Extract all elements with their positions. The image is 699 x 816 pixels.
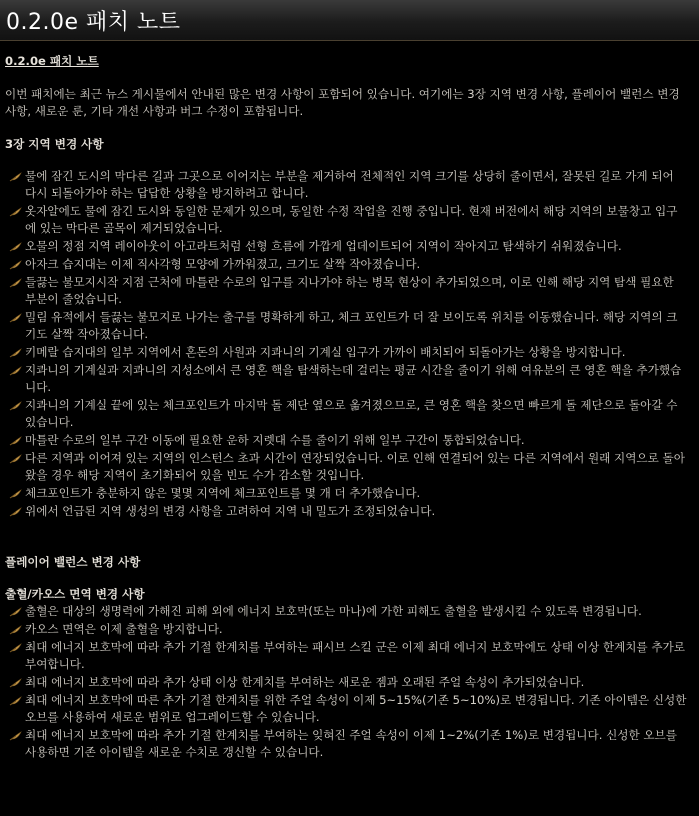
feather-quill-icon	[9, 397, 25, 414]
feather-quill-icon	[9, 274, 25, 291]
feather-quill-icon	[9, 238, 25, 255]
section-title-act3: 3장 지역 변경 사항	[5, 137, 104, 151]
list-item-text: 들끓는 불모지시작 지점 근처에 마틀란 수로의 입구를 지나가야 하는 병목 현상이 추가되었으며, 이로 인해 해당 지역 탐색 필요한 부분이 줄었습니다.	[25, 275, 674, 306]
feather-quill-icon	[9, 432, 25, 449]
list-item-text: 아자크 습지대는 이제 직사각형 모양에 가까워졌고, 크기도 살짝 작아졌습니다.	[25, 257, 421, 271]
feather-quill-icon	[9, 621, 25, 638]
feather-quill-icon	[9, 639, 25, 656]
list-item	[9, 344, 694, 361]
list-item	[9, 485, 694, 502]
list-item-text: 옷자알에도 물에 잠긴 도시와 동일한 문제가 있으며, 동일한 수정 작업을 진행 중입니다. 현재 버전에서 해당 지역의 보물창고 입구에 있는 막다른 골목이 제거되었습니다.	[25, 204, 678, 235]
feather-quill-icon	[9, 727, 25, 744]
list-item-text: 밀림 유적에서 들끓는 불모지로 나가는 출구를 명확하게 하고, 체크 포인트가 더 잘 보이도록 위치를 이동했습니다. 해당 지역의 크기도 살짝 작아졌습니다.	[25, 310, 678, 341]
list-item	[9, 274, 694, 308]
list-item-text: 키메랄 습지대의 일부 지역에서 혼돈의 사원과 지콰니의 기계실 입구가 가까이 배치되어 되돌아가는 상황을 방지합니다.	[25, 345, 626, 359]
patch-notes-content	[0, 41, 699, 761]
list-item	[9, 203, 694, 237]
list-item-text: 최대 에너지 보호막에 따른 추가 기절 한계치를 위한 주얼 속성이 이제 5~15%(기존 5~10%)로 변경됩니다. 기존 아이템은 신성한 오브를 사용하여 새로운 범위로 업그레이드할 수 있습니다.	[25, 693, 687, 724]
list-item-text: 지콰니의 기계실 끝에 있는 체크포인트가 마지막 돌 제단 옆으로 옮겨졌으므로, 큰 영혼 핵을 찾으면 빠르게 돌 제단으로 돌아갈 수 있습니다.	[25, 398, 678, 429]
section-title-balance: 플레이어 밸런스 변경 사항	[5, 555, 141, 569]
list-item	[9, 238, 694, 255]
balance-changes-list	[5, 603, 694, 761]
list-item	[9, 621, 694, 638]
list-item	[9, 450, 694, 484]
feather-quill-icon	[9, 309, 25, 326]
act3-changes-list	[5, 168, 694, 520]
list-item	[9, 603, 694, 620]
list-item-text: 최대 에너지 보호막에 따라 추가 기절 한계치를 부여하는 잊혀진 주얼 속성이 이제 1~2%(기존 1%)로 변경됩니다. 신성한 오브를 사용하면 기존 아이템을 새로운 수치로 갱신할 수 있습니다.	[25, 728, 677, 759]
feather-quill-icon	[9, 344, 25, 361]
list-item-text: 위에서 언급된 지역 생성의 변경 사항을 고려하여 지역 내 밀도가 조정되었습니다.	[25, 504, 436, 518]
feather-quill-icon	[9, 256, 25, 273]
list-item-text: 물에 잠긴 도시의 막다른 길과 그곳으로 이어지는 부분을 제거하여 전체적인 지역 크기를 상당히 줄이면서, 잘못된 길로 가게 되어 다시 되돌아가야 하는 답답한 상황을 방지하려고 합니다.	[25, 169, 674, 200]
list-item	[9, 168, 694, 202]
list-item-text: 출혈은 대상의 생명력에 가해진 피해 외에 에너지 보호막(또는 마나)에 가한 피해도 출혈을 발생시킬 수 있도록 변경됩니다.	[25, 604, 642, 618]
list-item-text: 마틀란 수로의 일부 구간 이동에 필요한 운하 지렛대 수를 줄이기 위해 일부 구간이 통합되었습니다.	[25, 433, 525, 447]
intro-paragraph: 이번 패치에는 최근 뉴스 게시물에서 안내된 많은 변경 사항이 포함되어 있습니다. 여기에는 3장 지역 변경 사항, 플레이어 밸런스 변경 사항, 새로운 룬, 기타 개선 사항과 버그 수정이 포함됩니다.	[5, 87, 680, 118]
list-item	[9, 674, 694, 691]
list-item-text: 최대 에너지 보호막에 따라 추가 기절 한계치를 부여하는 패시브 스킬 군은 이제 최대 에너지 보호막에도 상태 이상 한계치를 추가로 부여합니다.	[25, 640, 685, 671]
feather-quill-icon	[9, 450, 25, 467]
feather-quill-icon	[9, 503, 25, 520]
feather-quill-icon	[9, 603, 25, 620]
list-item	[9, 727, 694, 761]
feather-quill-icon	[9, 168, 25, 185]
list-item	[9, 503, 694, 520]
list-item	[9, 639, 694, 673]
window-titlebar	[0, 0, 699, 41]
feather-quill-icon	[9, 203, 25, 220]
list-item-text: 최대 에너지 보호막에 따라 추가 상태 이상 한계치를 부여하는 새로운 젬과 오래된 주얼 속성이 추가되었습니다.	[25, 675, 585, 689]
list-item-text: 오물의 정점 지역 레이아웃이 아고라트처럼 선형 흐름에 가깝게 업데이트되어 지역이 작아지고 탐색하기 쉬워졌습니다.	[25, 239, 622, 253]
feather-quill-icon	[9, 692, 25, 709]
list-item	[9, 397, 694, 431]
list-item	[9, 256, 694, 273]
feather-quill-icon	[9, 485, 25, 502]
list-item	[9, 432, 694, 449]
document-title: 0.2.0e 패치 노트	[5, 54, 99, 68]
feather-quill-icon	[9, 674, 25, 691]
list-item-text: 체크포인트가 충분하지 않은 몇몇 지역에 체크포인트를 몇 개 더 추가했습니다.	[25, 486, 421, 500]
list-item-text: 카오스 면역은 이제 출혈을 방지합니다.	[25, 622, 223, 636]
list-item	[9, 362, 694, 396]
list-item-text: 다른 지역과 이어져 있는 지역의 인스턴스 초과 시간이 연장되었습니다. 이로 인해 연결되어 있는 다른 지역에서 원래 지역으로 돌아왔을 경우 해당 지역이 초기화되어 있을 빈도 수가 감소할 것입니다.	[25, 451, 685, 482]
list-item	[9, 692, 694, 726]
list-item	[9, 309, 694, 343]
feather-quill-icon	[9, 362, 25, 379]
list-item-text: 지콰니의 기계실과 지콰니의 지성소에서 큰 영혼 핵을 탐색하는데 걸리는 평균 시간을 줄이기 위해 여유분의 큰 영혼 핵을 추가했습니다.	[25, 363, 682, 394]
subsection-title-bleed-chaos: 출혈/카오스 면역 변경 사항	[5, 587, 145, 601]
window-title: 0.2.0e 패치 노트	[6, 9, 181, 35]
